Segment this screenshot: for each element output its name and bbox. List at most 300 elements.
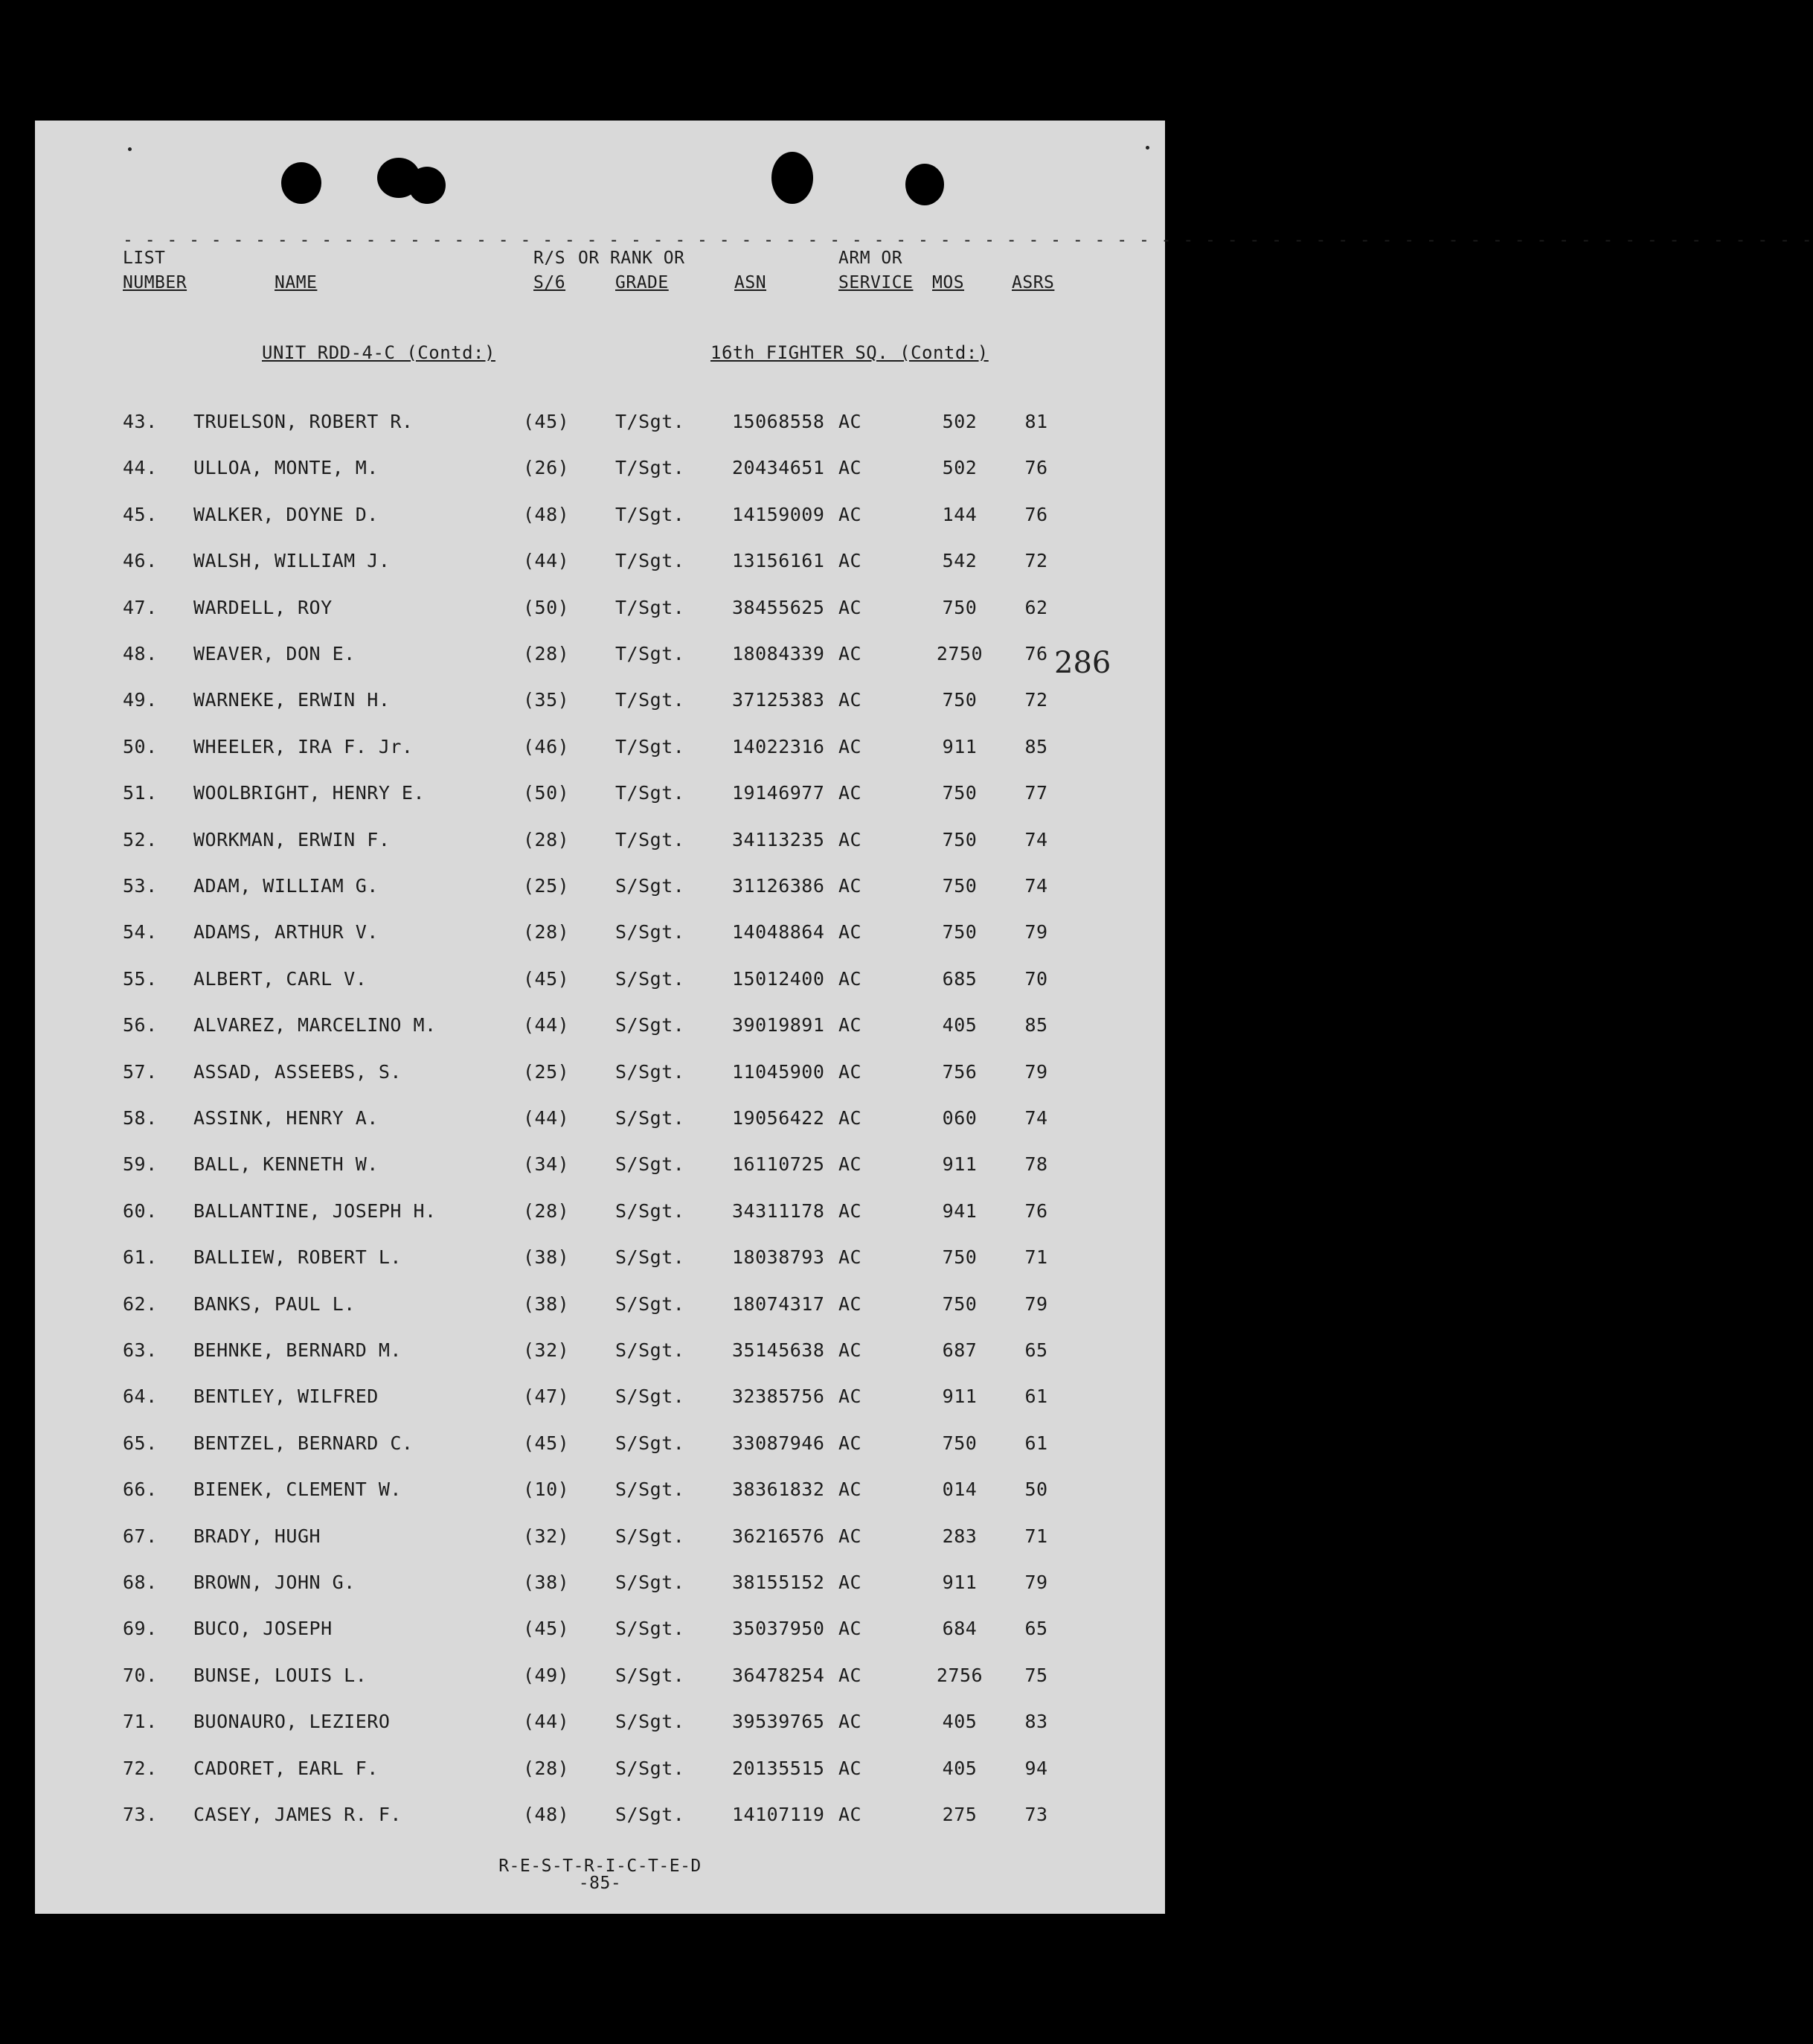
cell-arm: AC [838, 1664, 862, 1686]
cell-num: 49. [123, 689, 158, 711]
cell-asn: 14022316 [732, 735, 825, 757]
cell-mos: 750 [942, 596, 978, 618]
cell-asrs: 71 [1024, 1525, 1048, 1547]
cell-name: BUCO, JOSEPH [193, 1618, 333, 1640]
cell-asrs: 75 [1024, 1664, 1048, 1686]
cell-name: ASSAD, ASSEEBS, S. [193, 1060, 402, 1083]
cell-mos: 911 [942, 1572, 978, 1593]
cell-asrs: 73 [1024, 1804, 1048, 1825]
cell-age: (49) [523, 1664, 570, 1686]
stamped-number: 286 [1054, 646, 1111, 680]
cell-name: WOOLBRIGHT, HENRY E. [193, 782, 426, 804]
cell-arm: AC [838, 503, 862, 525]
cell-mos: 756 [942, 1060, 978, 1083]
cell-age: (44) [523, 1711, 570, 1733]
cell-asn: 31126386 [732, 875, 825, 897]
cell-arm: AC [838, 1153, 862, 1176]
cell-grade: S/Sgt. [615, 1246, 685, 1269]
table-row [35, 782, 1165, 812]
table-row [35, 1385, 1165, 1415]
cell-num: 51. [123, 782, 158, 804]
cell-grade: S/Sgt. [615, 1014, 685, 1037]
cell-age: (10) [523, 1478, 570, 1501]
cell-arm: AC [838, 550, 862, 572]
cell-age: (28) [523, 921, 570, 943]
cell-asrs: 74 [1024, 1107, 1048, 1129]
cell-grade: S/Sgt. [615, 1385, 685, 1408]
cell-name: BALLANTINE, JOSEPH H. [193, 1199, 437, 1222]
table-row [35, 1804, 1165, 1833]
header-list: LIST [123, 249, 166, 268]
cell-name: CADORET, EARL F. [193, 1757, 379, 1779]
cell-name: WARDELL, ROY [193, 596, 333, 618]
cell-asrs: 85 [1024, 1014, 1048, 1037]
cell-mos: 750 [942, 782, 978, 804]
cell-grade: T/Sgt. [615, 782, 685, 804]
cell-asn: 38361832 [732, 1478, 825, 1501]
cell-name: BIENEK, CLEMENT W. [193, 1478, 402, 1501]
cell-age: (26) [523, 457, 570, 479]
cell-age: (38) [523, 1572, 570, 1593]
header-arm-or: ARM OR [838, 249, 903, 268]
cell-mos: 283 [942, 1525, 978, 1547]
cell-name: BALLIEW, ROBERT L. [193, 1246, 402, 1269]
table-row [35, 1107, 1165, 1137]
header-number: NUMBER [123, 273, 187, 292]
cell-arm: AC [838, 1432, 862, 1454]
cell-asrs: 76 [1024, 643, 1048, 664]
cell-mos: 502 [942, 457, 978, 479]
cell-num: 67. [123, 1525, 158, 1547]
cell-arm: AC [838, 875, 862, 897]
cell-asrs: 74 [1024, 828, 1048, 850]
cell-asn: 15068558 [732, 411, 825, 432]
cell-asrs: 62 [1024, 596, 1048, 618]
cell-asn: 39539765 [732, 1711, 825, 1733]
cell-asn: 35037950 [732, 1618, 825, 1640]
cell-age: (32) [523, 1339, 570, 1361]
cell-grade: T/Sgt. [615, 596, 685, 618]
cell-age: (28) [523, 643, 570, 664]
cell-asn: 20135515 [732, 1757, 825, 1779]
table-row [35, 1200, 1165, 1230]
header-dash-top: - - - - - - - - - - - - - - - - - - - - - - - - - - - - - - - - - - - - - - - - - - - - - - - - - - - - - - - - - - - - - - - - - - - - - - - - - - - - - [123, 231, 1813, 250]
table-row [35, 968, 1165, 998]
cell-grade: T/Sgt. [615, 735, 685, 757]
table-row [35, 1339, 1165, 1369]
cell-mos: 405 [942, 1711, 978, 1733]
cell-mos: 750 [942, 689, 978, 711]
cell-name: WEAVER, DON E. [193, 643, 356, 664]
cell-asrs: 79 [1024, 921, 1048, 943]
cell-asrs: 61 [1024, 1385, 1048, 1408]
cell-mos: 750 [942, 828, 978, 850]
cell-asrs: 50 [1024, 1478, 1048, 1501]
header-name: NAME [275, 273, 318, 292]
document-page [35, 121, 1813, 1914]
cell-num: 58. [123, 1107, 158, 1129]
cell-num: 62. [123, 1292, 158, 1315]
cell-grade: T/Sgt. [615, 828, 685, 850]
cell-num: 46. [123, 550, 158, 572]
cell-num: 55. [123, 967, 158, 990]
cell-num: 56. [123, 1014, 158, 1037]
cell-grade: S/Sgt. [615, 1757, 685, 1779]
cell-grade: S/Sgt. [615, 1432, 685, 1454]
cell-arm: AC [838, 1107, 862, 1129]
cell-arm: AC [838, 596, 862, 618]
punch-hole [281, 162, 321, 204]
cell-asn: 16110725 [732, 1153, 825, 1176]
cell-arm: AC [838, 643, 862, 664]
cell-grade: T/Sgt. [615, 689, 685, 711]
table-row [35, 1478, 1165, 1508]
cell-num: 68. [123, 1572, 158, 1593]
cell-mos: 144 [942, 503, 978, 525]
cell-asn: 39019891 [732, 1014, 825, 1037]
table-row [35, 504, 1165, 534]
cell-mos: 750 [942, 1292, 978, 1315]
cell-age: (47) [523, 1385, 570, 1408]
cell-grade: S/Sgt. [615, 1711, 685, 1733]
table-row [35, 689, 1165, 719]
cell-arm: AC [838, 689, 862, 711]
cell-age: (38) [523, 1246, 570, 1269]
cell-name: BROWN, JOHN G. [193, 1572, 356, 1593]
cell-asrs: 72 [1024, 550, 1048, 572]
cell-age: (38) [523, 1292, 570, 1315]
cell-asrs: 61 [1024, 1432, 1048, 1454]
cell-name: ALVAREZ, MARCELINO M. [193, 1014, 437, 1037]
cell-asrs: 76 [1024, 503, 1048, 525]
table-row [35, 1153, 1165, 1183]
cell-arm: AC [838, 411, 862, 432]
cell-mos: 2750 [936, 643, 983, 664]
cell-mos: 750 [942, 875, 978, 897]
cell-mos: 684 [942, 1618, 978, 1640]
header-asn: ASN [734, 273, 767, 292]
cell-arm: AC [838, 1525, 862, 1547]
cell-num: 57. [123, 1060, 158, 1083]
cell-age: (45) [523, 1618, 570, 1640]
cell-asrs: 81 [1024, 411, 1048, 432]
cell-age: (45) [523, 1432, 570, 1454]
cell-mos: 2756 [936, 1664, 983, 1686]
cell-name: WARNEKE, ERWIN H. [193, 689, 391, 711]
cell-grade: S/Sgt. [615, 1525, 685, 1547]
cell-num: 54. [123, 921, 158, 943]
cell-num: 70. [123, 1664, 158, 1686]
table-row [35, 1758, 1165, 1787]
cell-num: 43. [123, 411, 158, 432]
cell-asn: 35145638 [732, 1339, 825, 1361]
cell-grade: S/Sgt. [615, 1153, 685, 1176]
cell-num: 73. [123, 1804, 158, 1825]
cell-asn: 13156161 [732, 550, 825, 572]
cell-num: 59. [123, 1153, 158, 1176]
cell-num: 65. [123, 1432, 158, 1454]
cell-asn: 36216576 [732, 1525, 825, 1547]
cell-mos: 502 [942, 411, 978, 432]
cell-asrs: 78 [1024, 1153, 1048, 1176]
cell-name: BENTLEY, WILFRED [193, 1385, 379, 1408]
cell-grade: S/Sgt. [615, 875, 685, 897]
cell-age: (48) [523, 503, 570, 525]
cell-asrs: 71 [1024, 1246, 1048, 1269]
cell-num: 61. [123, 1246, 158, 1269]
speck [128, 147, 132, 151]
cell-grade: S/Sgt. [615, 1292, 685, 1315]
cell-arm: AC [838, 1757, 862, 1779]
cell-num: 66. [123, 1478, 158, 1501]
cell-asrs: 74 [1024, 875, 1048, 897]
cell-name: BENTZEL, BERNARD C. [193, 1432, 414, 1454]
cell-arm: AC [838, 828, 862, 850]
cell-arm: AC [838, 1246, 862, 1269]
table-row [35, 875, 1165, 905]
cell-asrs: 76 [1024, 1199, 1048, 1222]
table-row [35, 1525, 1165, 1555]
cell-mos: 405 [942, 1014, 978, 1037]
table-row [35, 1061, 1165, 1091]
table-row [35, 411, 1165, 440]
cell-age: (25) [523, 1060, 570, 1083]
cell-age: (25) [523, 875, 570, 897]
cell-age: (28) [523, 1199, 570, 1222]
cell-asrs: 70 [1024, 967, 1048, 990]
cell-num: 72. [123, 1757, 158, 1779]
cell-asn: 18038793 [732, 1246, 825, 1269]
header-rs: R/S [533, 249, 566, 268]
cell-arm: AC [838, 1199, 862, 1222]
table-row [35, 1572, 1165, 1601]
cell-mos: 750 [942, 1432, 978, 1454]
cell-name: BANKS, PAUL L. [193, 1292, 356, 1315]
cell-arm: AC [838, 735, 862, 757]
cell-mos: 685 [942, 967, 978, 990]
table-row [35, 1014, 1165, 1044]
cell-num: 50. [123, 735, 158, 757]
table-row [35, 597, 1165, 627]
cell-num: 71. [123, 1711, 158, 1733]
squadron-title: 16th FIGHTER SQ. (Contd:) [710, 342, 989, 363]
cell-num: 45. [123, 503, 158, 525]
cell-asrs: 79 [1024, 1572, 1048, 1593]
cell-grade: S/Sgt. [615, 1199, 685, 1222]
table-row [35, 921, 1165, 951]
punch-hole [408, 167, 446, 204]
cell-asrs: 85 [1024, 735, 1048, 757]
cell-arm: AC [838, 1804, 862, 1825]
cell-asn: 15012400 [732, 967, 825, 990]
cell-age: (45) [523, 967, 570, 990]
table-row [35, 1246, 1165, 1276]
cell-asn: 37125383 [732, 689, 825, 711]
cell-asn: 20434651 [732, 457, 825, 479]
header-dash-bottom [123, 277, 1127, 296]
cell-age: (50) [523, 782, 570, 804]
table-row [35, 1432, 1165, 1462]
cell-asrs: 65 [1024, 1339, 1048, 1361]
table-row [35, 643, 1165, 673]
table-row [35, 457, 1165, 487]
cell-name: BALL, KENNETH W. [193, 1153, 379, 1176]
cell-asrs: 79 [1024, 1292, 1048, 1315]
cell-asn: 34311178 [732, 1199, 825, 1222]
cell-name: TRUELSON, ROBERT R. [193, 411, 414, 432]
cell-arm: AC [838, 782, 862, 804]
header-mos: MOS [932, 273, 965, 292]
table-row [35, 829, 1165, 859]
header-asrs: ASRS [1012, 273, 1055, 292]
cell-asn: 32385756 [732, 1385, 825, 1408]
cell-age: (45) [523, 411, 570, 432]
header-or-rank: OR RANK OR [578, 249, 685, 268]
table-row [35, 736, 1165, 766]
cell-name: WHEELER, IRA F. Jr. [193, 735, 414, 757]
cell-mos: 014 [942, 1478, 978, 1501]
cell-num: 48. [123, 643, 158, 664]
cell-arm: AC [838, 1339, 862, 1361]
cell-mos: 911 [942, 1385, 978, 1408]
cell-grade: T/Sgt. [615, 503, 685, 525]
cell-grade: T/Sgt. [615, 550, 685, 572]
speck [1146, 146, 1149, 150]
punch-hole [771, 152, 813, 204]
table-row [35, 1293, 1165, 1323]
cell-num: 69. [123, 1618, 158, 1640]
cell-arm: AC [838, 1060, 862, 1083]
cell-asrs: 77 [1024, 782, 1048, 804]
cell-arm: AC [838, 1711, 862, 1733]
cell-arm: AC [838, 1292, 862, 1315]
cell-num: 44. [123, 457, 158, 479]
table-row [35, 1665, 1165, 1694]
cell-age: (35) [523, 689, 570, 711]
cell-asn: 18084339 [732, 643, 825, 664]
cell-mos: 542 [942, 550, 978, 572]
cell-num: 53. [123, 875, 158, 897]
cell-mos: 941 [942, 1199, 978, 1222]
cell-asn: 14048864 [732, 921, 825, 943]
cell-name: ASSINK, HENRY A. [193, 1107, 379, 1129]
cell-grade: S/Sgt. [615, 1107, 685, 1129]
cell-asrs: 94 [1024, 1757, 1048, 1779]
cell-name: WALKER, DOYNE D. [193, 503, 379, 525]
restricted-footer: R-E-S-T-R-I-C-T-E-D [498, 1856, 702, 1876]
cell-num: 63. [123, 1339, 158, 1361]
cell-asn: 11045900 [732, 1060, 825, 1083]
cell-asn: 36478254 [732, 1664, 825, 1686]
cell-asn: 33087946 [732, 1432, 825, 1454]
cell-age: (28) [523, 828, 570, 850]
cell-asrs: 79 [1024, 1060, 1048, 1083]
cell-arm: AC [838, 1014, 862, 1037]
cell-age: (32) [523, 1525, 570, 1547]
cell-grade: T/Sgt. [615, 411, 685, 432]
cell-asn: 19056422 [732, 1107, 825, 1129]
table-row [35, 1618, 1165, 1647]
cell-grade: S/Sgt. [615, 1572, 685, 1593]
cell-grade: S/Sgt. [615, 1339, 685, 1361]
cell-name: CASEY, JAMES R. F. [193, 1804, 402, 1825]
unit-title: UNIT RDD-4-C (Contd:) [262, 342, 495, 363]
cell-asn: 14107119 [732, 1804, 825, 1825]
cell-grade: S/Sgt. [615, 1060, 685, 1083]
cell-age: (34) [523, 1153, 570, 1176]
cell-asn: 19146977 [732, 782, 825, 804]
cell-mos: 750 [942, 1246, 978, 1269]
cell-asrs: 83 [1024, 1711, 1048, 1733]
cell-name: ADAMS, ARTHUR V. [193, 921, 379, 943]
cell-mos: 405 [942, 1757, 978, 1779]
cell-arm: AC [838, 1478, 862, 1501]
cell-grade: S/Sgt. [615, 1618, 685, 1640]
cell-grade: T/Sgt. [615, 643, 685, 664]
cell-age: (44) [523, 1107, 570, 1129]
cell-age: (46) [523, 735, 570, 757]
cell-num: 60. [123, 1199, 158, 1222]
cell-mos: 687 [942, 1339, 978, 1361]
cell-mos: 911 [942, 735, 978, 757]
header-service: SERVICE [838, 273, 914, 292]
cell-name: BEHNKE, BERNARD M. [193, 1339, 402, 1361]
cell-name: WORKMAN, ERWIN F. [193, 828, 391, 850]
cell-arm: AC [838, 1572, 862, 1593]
cell-name: BRADY, HUGH [193, 1525, 321, 1547]
cell-arm: AC [838, 921, 862, 943]
cell-grade: S/Sgt. [615, 921, 685, 943]
cell-grade: S/Sgt. [615, 1664, 685, 1686]
cell-grade: S/Sgt. [615, 1478, 685, 1501]
cell-name: WALSH, WILLIAM J. [193, 550, 391, 572]
cell-num: 64. [123, 1385, 158, 1408]
cell-age: (44) [523, 1014, 570, 1037]
cell-mos: 060 [942, 1107, 978, 1129]
cell-mos: 750 [942, 921, 978, 943]
cell-num: 47. [123, 596, 158, 618]
cell-name: ALBERT, CARL V. [193, 967, 368, 990]
cell-asrs: 65 [1024, 1618, 1048, 1640]
cell-age: (28) [523, 1757, 570, 1779]
cell-arm: AC [838, 457, 862, 479]
cell-name: BUNSE, LOUIS L. [193, 1664, 368, 1686]
cell-age: (50) [523, 596, 570, 618]
cell-grade: S/Sgt. [615, 1804, 685, 1825]
cell-arm: AC [838, 1385, 862, 1408]
punch-hole [905, 164, 944, 205]
cell-name: ULLOA, MONTE, M. [193, 457, 379, 479]
cell-asn: 38455625 [732, 596, 825, 618]
cell-name: ADAM, WILLIAM G. [193, 875, 379, 897]
header-s6: S/6 [533, 273, 566, 292]
cell-age: (44) [523, 550, 570, 572]
cell-age: (48) [523, 1804, 570, 1825]
cell-arm: AC [838, 967, 862, 990]
table-row [35, 550, 1165, 580]
cell-mos: 275 [942, 1804, 978, 1825]
cell-grade: T/Sgt. [615, 457, 685, 479]
cell-grade: S/Sgt. [615, 967, 685, 990]
cell-num: 52. [123, 828, 158, 850]
cell-asrs: 72 [1024, 689, 1048, 711]
cell-asn: 34113235 [732, 828, 825, 850]
cell-mos: 911 [942, 1153, 978, 1176]
cell-asn: 14159009 [732, 503, 825, 525]
table-row [35, 1711, 1165, 1740]
cell-name: BUONAURO, LEZIERO [193, 1711, 391, 1733]
header-grade: GRADE [615, 273, 669, 292]
